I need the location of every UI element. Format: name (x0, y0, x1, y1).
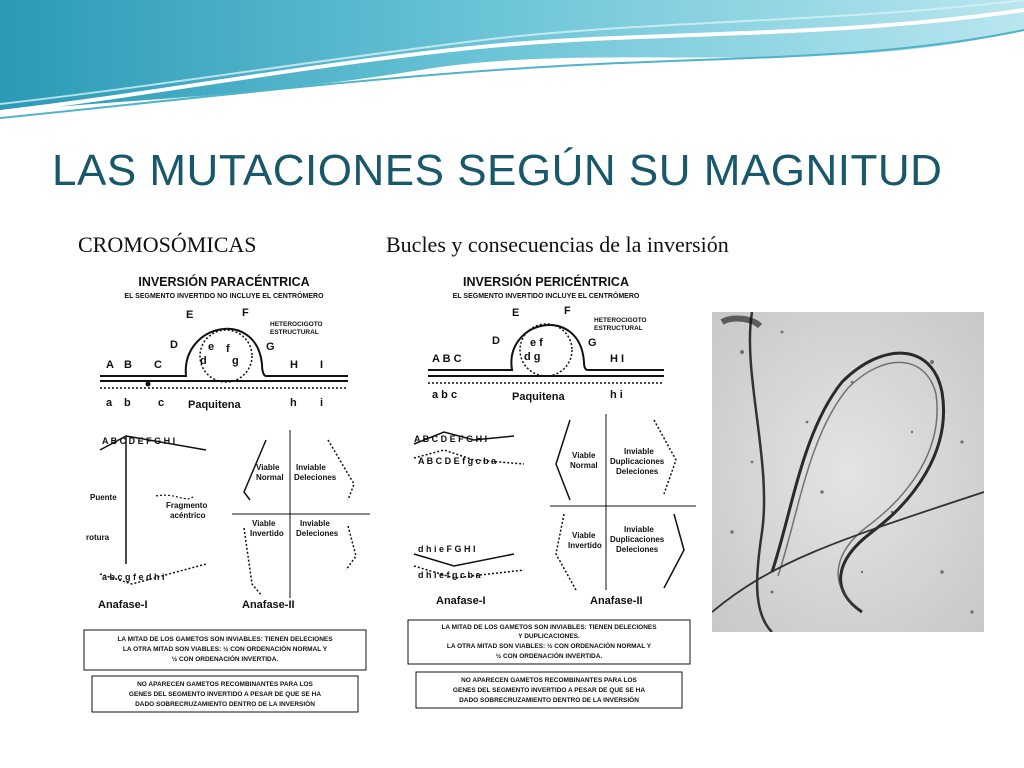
svg-text:e f: e f (530, 337, 543, 349)
svg-text:DADO SOBRECRUZAMIENTO DENTRO D: DADO SOBRECRUZAMIENTO DENTRO DE LA INVERSIÓN (459, 697, 639, 704)
svg-text:Viable: Viable (256, 463, 280, 472)
svg-text:d: d (200, 355, 207, 367)
anaphase-one-sketch (86, 436, 207, 611)
pericentric-inversion-diagram (384, 264, 704, 714)
svg-text:G: G (588, 337, 597, 349)
svg-text:DADO SOBRECRUZAMIENTO DENTRO D: DADO SOBRECRUZAMIENTO DENTRO DE LA INVERSIÓN (135, 701, 315, 708)
svg-text:F: F (242, 307, 249, 319)
svg-text:e: e (208, 341, 215, 353)
svg-text:Anafase-II: Anafase-II (242, 599, 295, 611)
svg-text:c: c (158, 397, 165, 409)
svg-text:Normal: Normal (570, 461, 598, 470)
svg-text:LA MITAD DE LOS GAMETOS SON IN: LA MITAD DE LOS GAMETOS SON INVIABLES: TIENEN DELECIONES (441, 624, 657, 631)
paracentric-title: INVERSIÓN PARACÉNTRICA (138, 275, 310, 289)
paracentric-inversion-diagram (66, 264, 382, 718)
svg-text:a b c: a b c (432, 389, 458, 401)
left-subtitle: CROMOSÓMICAS (78, 232, 257, 257)
svg-text:GENES DEL SEGMENTO INVERTIDO A: GENES DEL SEGMENTO INVERTIDO A PESAR DE QUE SE HA (128, 691, 322, 698)
svg-text:Viable: Viable (572, 531, 596, 540)
svg-text:½ CON ORDENACIÓN INVERTIDA.: ½ CON ORDENACIÓN INVERTIDA. (171, 656, 279, 663)
svg-text:d h i e f g c b a: d h i e f g c b a (418, 570, 481, 580)
svg-text:Anafase-I: Anafase-I (98, 599, 148, 611)
svg-text:NO APARECEN GAMETOS RECOMBINAN: NO APARECEN GAMETOS RECOMBINANTES PARA LOS (461, 677, 637, 684)
svg-text:d h i e F G H I: d h i e F G H I (418, 544, 476, 554)
svg-text:Duplicaciones: Duplicaciones (610, 457, 665, 466)
inversion-loop (200, 330, 252, 382)
svg-text:A B C D E F G H I: A B C D E F G H I (102, 436, 176, 446)
svg-text:I: I (320, 359, 324, 371)
svg-text:Deleciones: Deleciones (616, 467, 659, 476)
svg-text:h i: h i (610, 389, 623, 401)
svg-text:E: E (512, 307, 520, 319)
svg-text:A B C D E f g c b a: A B C D E f g c b a (418, 456, 497, 466)
svg-text:Puente: Puente (90, 493, 117, 502)
svg-text:NO APARECEN GAMETOS RECOMBINAN: NO APARECEN GAMETOS RECOMBINANTES PARA LOS (137, 681, 313, 688)
anaphase-two-sketch (232, 430, 370, 611)
pericentric-subtitle: EL SEGMENTO INVERTIDO INCLUYE EL CENTRÓMERO (452, 293, 640, 300)
svg-text:GENES DEL SEGMENTO INVERTIDO A: GENES DEL SEGMENTO INVERTIDO A PESAR DE QUE SE HA (452, 687, 646, 694)
svg-text:Anafase-I: Anafase-I (436, 595, 486, 607)
svg-text:C: C (154, 359, 162, 371)
paracentric-subtitle: EL SEGMENTO INVERTIDO NO INCLUYE EL CENTRÓMERO (124, 293, 324, 300)
svg-text:HETEROCIGOTO: HETEROCIGOTO (594, 317, 647, 324)
svg-text:f: f (226, 343, 230, 355)
svg-text:½ CON ORDENACIÓN INVERTIDA.: ½ CON ORDENACIÓN INVERTIDA. (495, 653, 603, 660)
svg-text:h: h (290, 397, 297, 409)
svg-text:rotura: rotura (86, 533, 110, 542)
svg-text:A B C D E F G H I: A B C D E F G H I (414, 434, 488, 444)
svg-text:Invertido: Invertido (568, 541, 602, 550)
svg-text:LA OTRA MITAD SON VIABLES: ½ C: LA OTRA MITAD SON VIABLES: ½ CON ORDENACIÓN NORMAL Y (446, 643, 652, 650)
svg-text:E: E (186, 309, 194, 321)
centromere (146, 382, 151, 387)
svg-text:Y DUPLICACIONES.: Y DUPLICACIONES. (518, 633, 580, 640)
svg-text:ESTRUCTURAL: ESTRUCTURAL (270, 329, 319, 336)
svg-text:B: B (124, 359, 132, 371)
svg-text:Duplicaciones: Duplicaciones (610, 535, 665, 544)
pericentric-title: INVERSIÓN PERICÉNTRICA (463, 275, 629, 289)
svg-text:D: D (170, 339, 178, 351)
svg-text:A B C: A B C (432, 353, 462, 365)
svg-text:d g: d g (524, 351, 541, 363)
svg-text:Invertido: Invertido (250, 529, 284, 538)
svg-text:g: g (232, 355, 239, 367)
pericentric-anaphase-two-sketch (550, 414, 696, 607)
inversion-loop-micrograph (712, 312, 984, 632)
svg-text:D: D (492, 335, 500, 347)
svg-text:Anafase-II: Anafase-II (590, 595, 643, 607)
svg-text:Viable: Viable (572, 451, 596, 460)
svg-text:H I: H I (610, 353, 625, 365)
svg-text:Inviable: Inviable (300, 519, 330, 528)
svg-text:LA OTRA MITAD SON VIABLES: ½ C: LA OTRA MITAD SON VIABLES: ½ CON ORDENACIÓN NORMAL Y (122, 646, 328, 653)
svg-text:H: H (290, 359, 298, 371)
svg-text:Deleciones: Deleciones (294, 473, 337, 482)
svg-text:Paquitena: Paquitena (512, 391, 565, 403)
svg-text:Fragmento: Fragmento (166, 501, 208, 510)
svg-text:Normal: Normal (256, 473, 284, 482)
header-wave-banner (0, 0, 1024, 120)
svg-text:HETEROCIGOTO: HETEROCIGOTO (270, 321, 323, 328)
right-subtitle: Bucles y consecuencias de la inversión (386, 232, 729, 257)
svg-text:a b c g f e d h i: a b c g f e d h i (102, 572, 165, 582)
svg-text:Inviable: Inviable (624, 525, 654, 534)
svg-text:LA MITAD DE LOS GAMETOS SON IN: LA MITAD DE LOS GAMETOS SON INVIABLES: TIENEN DELECIONES (117, 636, 333, 643)
svg-text:Viable: Viable (252, 519, 276, 528)
svg-text:Deleciones: Deleciones (296, 529, 339, 538)
svg-text:b: b (124, 397, 131, 409)
svg-text:i: i (320, 397, 324, 409)
slide-title: LAS MUTACIONES SEGÚN SU MAGNITUD (52, 146, 943, 195)
svg-text:Inviable: Inviable (296, 463, 326, 472)
svg-text:a: a (106, 397, 113, 409)
svg-text:A: A (106, 359, 114, 371)
svg-text:Deleciones: Deleciones (616, 545, 659, 554)
svg-text:G: G (266, 341, 275, 353)
svg-text:acéntrico: acéntrico (170, 511, 206, 520)
svg-text:Inviable: Inviable (624, 447, 654, 456)
svg-text:F: F (564, 305, 571, 317)
pericentric-anaphase-one-sketch (414, 432, 524, 607)
svg-text:ESTRUCTURAL: ESTRUCTURAL (594, 325, 643, 332)
stage-label: Paquitena (188, 399, 241, 411)
